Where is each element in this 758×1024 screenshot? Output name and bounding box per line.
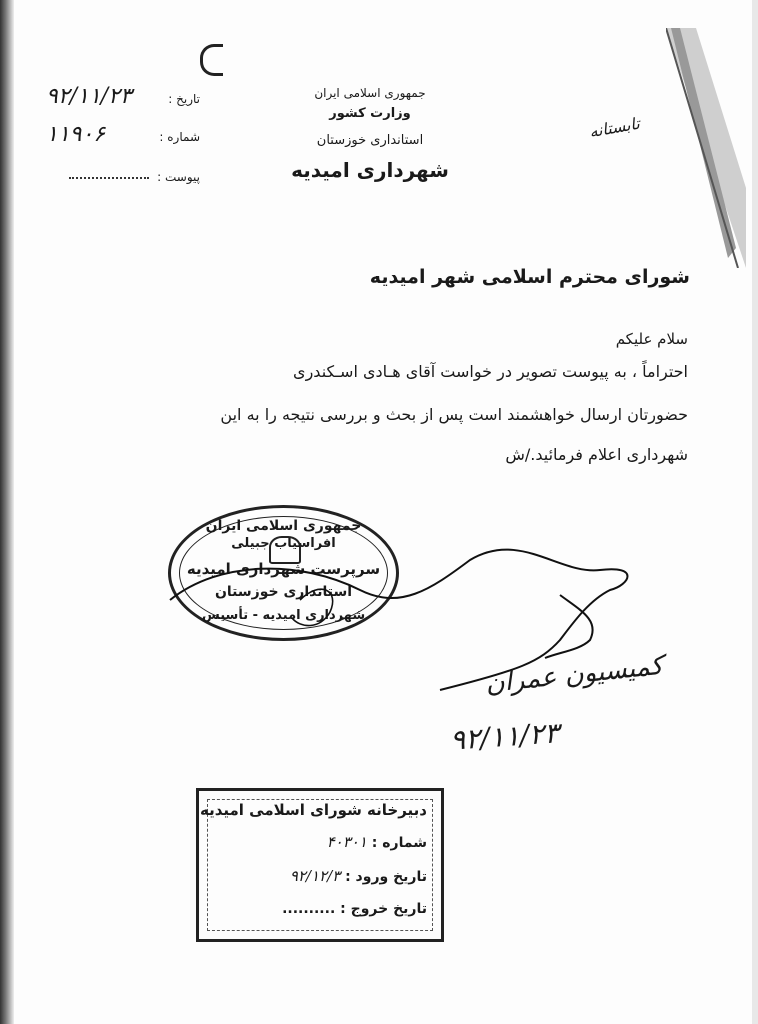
date-value: ۹۲/۱۱/۲۳ (46, 84, 132, 109)
seal-line-country: جمهوری اسلامی ایران (205, 518, 362, 534)
seal-line-title: سرپرست شهرداری امیدیه (186, 560, 381, 578)
seal-line-founded: شهرداری امیدیه - تأسیس (201, 608, 366, 623)
receipt-entry-date-value: ۹۲/۱۲/۳ (289, 867, 341, 885)
seal-line-name: افراسیاب جبیلی (231, 536, 336, 551)
receipt-stamp (196, 788, 444, 942)
number-value: ۱۱۹۰۶ (46, 122, 106, 147)
header-province: استانداری خوزستان (316, 133, 424, 148)
header-ministry: وزارت کشور (329, 106, 411, 121)
receipt-number-label: شماره : (371, 835, 427, 851)
body-line-2: حضورتان ارسال خواهشمند است پس از بحث و بررسی نتیجه را به این (220, 405, 688, 424)
greeting: سلام علیکم (615, 330, 688, 348)
receipt-number-row (327, 833, 427, 851)
addressee: شورای محترم اسلامی شهر امیدیه (369, 266, 690, 288)
number-label: شماره : (159, 130, 200, 144)
attachment-label: پیوست : (157, 170, 200, 184)
body-line-1: احتراماً ، به پیوست تصویر در خواست آقای هـادی اسـکندری (293, 362, 688, 381)
receipt-number-value: ۴۰۳۰۱ (326, 833, 367, 851)
receipt-stamp-title: دبیرخانه شورای اسلامی امیدیه (200, 801, 427, 819)
municipality-logo: تابستانه (587, 113, 642, 142)
receipt-entry-date-label: تاریخ ورود : (345, 869, 427, 885)
body-line-3: شهرداری اعلام فرمائید./ش (505, 445, 688, 464)
receipt-exit-date-label: تاریخ خروج : (340, 901, 427, 917)
receipt-entry-date-row (290, 867, 427, 885)
date-label: تاریخ : (168, 92, 200, 106)
header-country: جمهوری اسلامی ایران (314, 86, 426, 100)
receipt-exit-date-row (282, 901, 427, 917)
header-municipality: شهرداری امیدیه (291, 158, 449, 182)
seal-line-province: استانداری خوزستان (214, 584, 353, 600)
handwritten-date: ۹۲/۱۱/۲۳ (448, 716, 561, 757)
receipt-exit-date-dots: .......... (282, 901, 336, 917)
handwritten-referral-note: کمیسیون عمران (483, 650, 665, 700)
